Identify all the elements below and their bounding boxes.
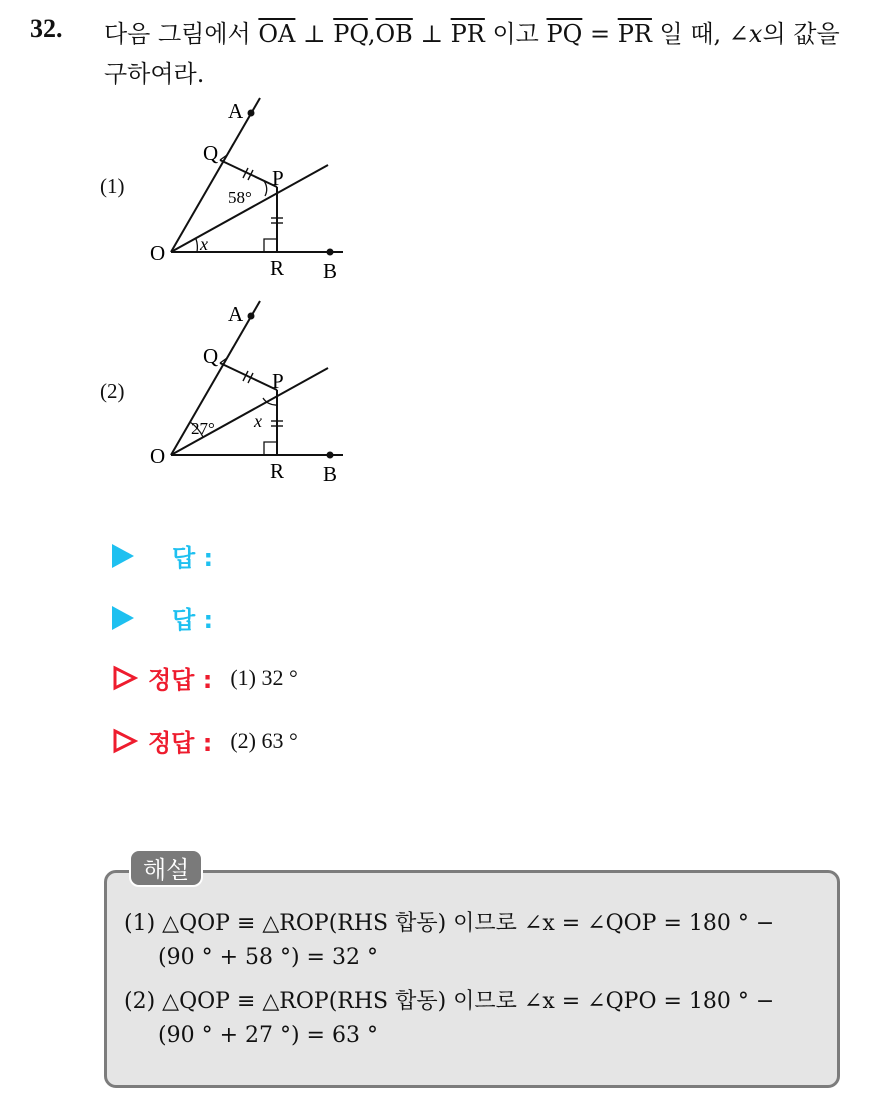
segment-ob: $\overline{OB}$ [375,20,413,48]
point-label: O [150,241,166,265]
segment-pr: $\overline{PR}$ [617,20,652,48]
point-label: P [272,166,284,190]
answer-row-2[interactable] [112,600,231,635]
answer-label: 답 : [172,544,214,572]
solution-box [104,870,840,1088]
point-label: R [270,256,285,280]
angle-label: 27° [191,419,215,438]
point-label: O [150,444,166,468]
question-text: 다음 그림에서 [104,20,259,48]
segment-pq: $\overline{PQ}$ [546,20,583,48]
point-label: R [270,459,285,483]
hollow-triangle-icon [112,728,138,754]
point-label: P [272,369,284,393]
correct-answer-row-2 [112,723,298,758]
point-label: Q [203,141,219,165]
hollow-triangle-icon [112,665,138,691]
play-triangle-icon [112,544,134,568]
question-text: 일 때, ∠ [651,20,749,48]
angle-label: 58° [228,188,252,207]
play-triangle-icon [112,606,134,630]
point-label: A [228,99,244,123]
equals-symbol: = [582,20,618,48]
point-label: B [323,259,338,283]
segment-pq: $\overline{PQ}$ [333,20,368,48]
solution-line: (90 ° + 58 °) = 32 ° [158,945,378,970]
comma: , [367,20,376,48]
question-number: 32. [30,14,63,43]
question-text: 이고 [484,20,547,48]
correct-answer-row-1 [112,660,298,695]
figure-2-diagram [140,292,360,492]
perp-symbol: ⊥ [295,20,334,48]
point-label: Q [203,344,219,368]
figure-1-diagram [140,90,360,290]
perp-symbol: ⊥ [412,20,451,48]
correct-answer-label: 정답 : [148,729,213,757]
x-label: x [254,411,262,431]
segment-oa: $\overline{OA}$ [258,20,296,48]
question-line-1 [104,14,840,49]
point-label: B [323,462,338,486]
correct-answer-value: (1) 32 ° [230,664,298,690]
figure-1-label: (1) [100,174,125,198]
point-label: A [228,302,244,326]
correct-answer-value: (2) 63 ° [230,727,298,753]
question-line-2: 구하여라. [104,60,205,88]
correct-answer-label: 정답 : [148,666,213,694]
x-label: x [200,234,208,254]
solution-line: (1) △QOP ≡ △ROP(RHS 합동) 이므로 ∠x = ∠QOP = 180 ° − [124,911,775,936]
solution-line: (2) △QOP ≡ △ROP(RHS 합동) 이므로 ∠x = ∠QPO = 180 ° − [124,989,775,1014]
variable-x: x [748,20,763,48]
answer-row-1[interactable] [112,538,231,573]
segment-pr: $\overline{PR}$ [450,20,485,48]
question-text: 의 값을 [762,20,840,48]
solution-line: (90 ° + 27 °) = 63 ° [158,1023,378,1048]
answer-label: 답 : [172,606,214,634]
solution-tag: 해설 [129,849,203,887]
figure-2-label: (2) [100,379,125,403]
